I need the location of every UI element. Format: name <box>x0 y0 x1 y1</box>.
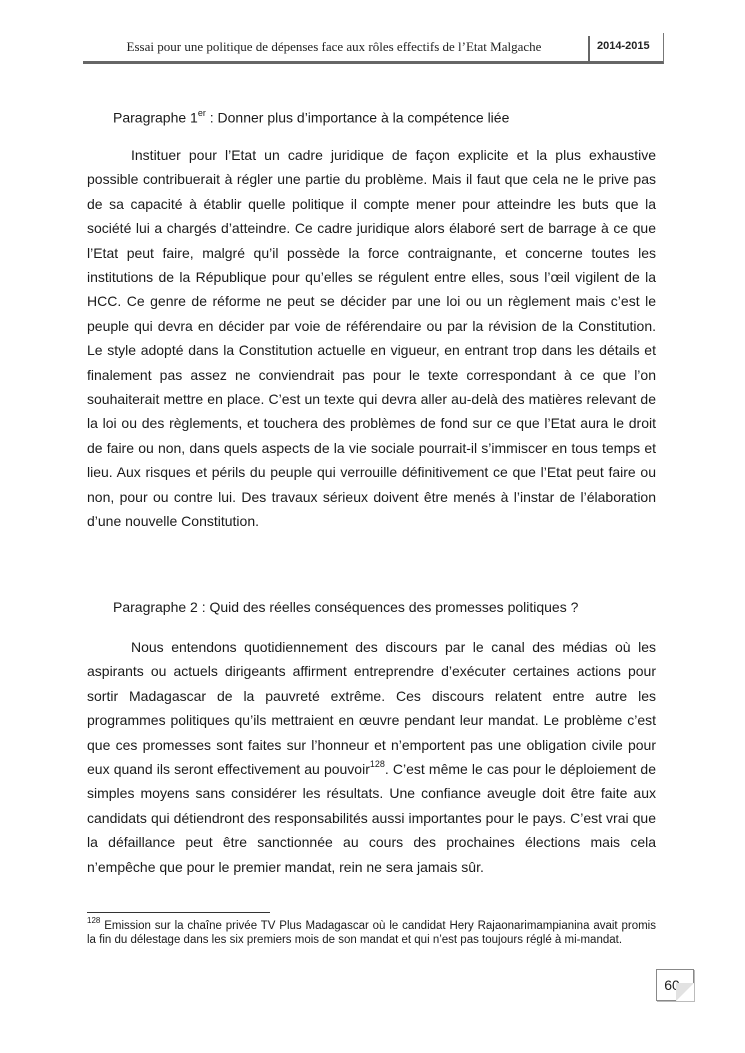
section2-body <box>87 635 656 879</box>
section1-body: Instituer pour l’Etat un cadre juridique de façon explicite et la plus exhaustive possible contribuerait à régler une partie du problème. Mais il faut que cela ne le prive pas de sa capacité à établir quelle politique il compte mener pour atteindre les buts que la société lui a chargés d’atteindre. Ce cadre juridique alors élaboré sert de barrage à ce que l’Etat peut faire, malgré qu’il possède la force contraignante, et concerne toutes les institutions de la République pour qu’elles se régulent entre elles, sous l’œil vigilent de la HCC. Ce genre de réforme ne peut se décider par une loi ou un règlement mais c’est le peuple qui devra en décider par voie de référendaire ou par la révision de la Constitution. Le style adopté dans la Constitution actuelle en vigueur, en entrant trop dans les détails et finalement pas assez ne conviendrait pas pour le texte correspondant à ce que l’on souhaiterait mettre en place. C’est un texte qui devra aller au-delà des matières relevant de la loi ou des règlements, et touchera des problèmes de fond sur ce que l’Etat aura le droit de faire ou non, dans quels aspects de la vie sociale pourrait-il s’immiscer en tous temps et lieu. Aux risques et périls du peuple qui verrouille définitivement ce que l’Etat peut faire ou non, pour ou contre lui. Des travaux sérieux doivent être menés à l’instar de l’élaboration d’une nouvelle Constitution. <box>87 147 656 530</box>
footnote-number: 128 <box>87 916 101 926</box>
footnote-separator <box>87 912 270 913</box>
running-header <box>83 33 664 64</box>
header-title: Essai pour une politique de dépenses face aux rôles effectifs de l’Etat Malgache <box>126 39 542 54</box>
header-separator <box>588 36 590 62</box>
section1-heading-prefix: Paragraphe 1 <box>113 109 198 126</box>
section2-body-part1: Nous entendons quotidiennement des discours par le canal des médias où les aspirants ou actuels dirigeants affirment entreprendre d’exécuter certaines actions pour sortir Madagascar de la pauvreté extrême. Ces discours relatent entre autre les programmes politiques qu’ils mettraient en œuvre pendant leur mandat. Le problème c’est que ces promesses sont faites sur l’honneur et n’emportent pas une obligation civile pour eux quand ils seront effectivement au pouvoir <box>87 639 656 778</box>
section1-heading-sup: er <box>197 108 206 118</box>
header-year: 2014-2015 <box>597 40 650 52</box>
footnote-text: Emission sur la chaîne privée TV Plus Madagascar où le candidat Hery Rajaonarimampianina avait promis la fin du délestage dans les six premiers mois de son mandat et qui n’est pas toujours réglé à mi-mandat. <box>87 920 656 946</box>
footnote-reference: 128 <box>369 759 385 770</box>
page-curl-decoration <box>676 983 694 1001</box>
footnote <box>87 916 656 947</box>
page-number: 60 <box>664 977 680 993</box>
section2-body-part2: . C’est même le cas pour le déploiement de simples moyens sans considérer les résultats. Une confiance aveugle doit être faite aux candidats qui détiendront des responsabilités aussi importantes pour le pays. C’est vrai que la défaillance peut être sanctionnée au cours des prochaines élections mais cela n’empêche que pour le premier mandat, rein ne sera jamais sûr. <box>87 761 656 875</box>
section1-heading <box>113 105 509 127</box>
section2-heading: Paragraphe 2 : Quid des réelles conséquences des promesses politiques ? <box>113 599 579 615</box>
section1-heading-rest: : Donner plus d’importance à la compétence liée <box>205 109 510 126</box>
page-number-box <box>656 969 694 1001</box>
